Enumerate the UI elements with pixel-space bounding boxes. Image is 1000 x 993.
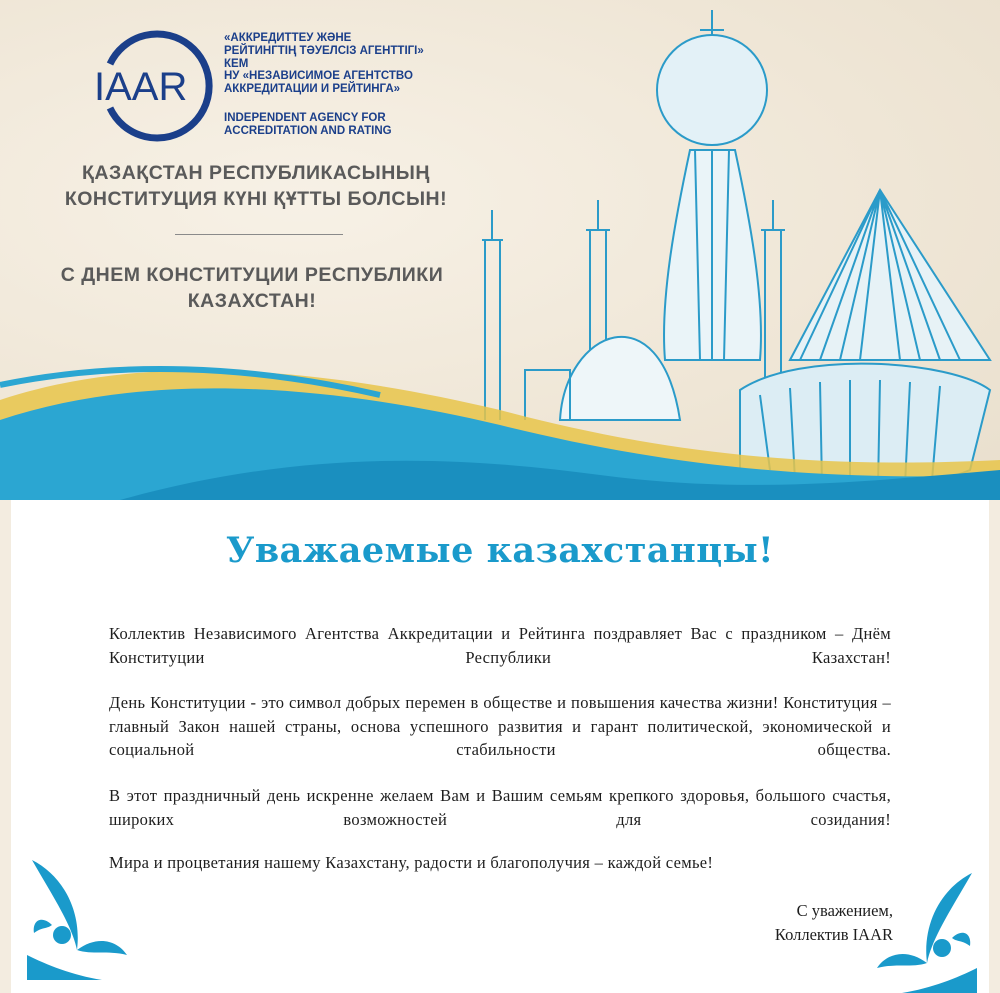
iaar-logo [92,26,432,146]
greeting-title: Уважаемые казахстанцы! [225,530,775,571]
org-name-ru: НУ «НЕЗАВИСИМОЕ АГЕНТСТВО АККРЕДИТАЦИИ И РЕЙТИНГА» [224,70,413,95]
logo-circle-icon [92,26,222,146]
letter-panel [11,500,989,993]
logo-wordmark: IAAR [94,65,188,109]
signature-line-1: С уважением, [796,901,893,920]
paragraph-1: Коллектив Независимого Агентства Аккредитации и Рейтинга поздравляет Вас с праздником – Днём Конституции Республики Казахстан! [109,624,891,667]
org-name-kz: «АККРЕДИТТЕУ ЖӘНЕ РЕЙТИНГТІҢ ТӘУЕЛСІЗ АГЕНТТІГІ» КЕМ [224,32,424,70]
ornament-right-icon [872,868,982,993]
signature-line-2: Коллектив IAAR [774,925,893,944]
paragraph-2: День Конституции - это символ добрых перемен в обществе и повышения качества жизни! Конституция – главный Закон нашей страны, основа успешного развития и гарант политической, экономической и социальной стабильности общества. [109,693,891,759]
paragraph-3: В этот праздничный день искренне желаем Вам и Вашим семьям крепкого здоровья, большого счастья, широких возможностей для созидания! [109,786,891,829]
ornament-left-icon [22,855,132,985]
headline-ru: С ДНЕМ КОНСТИТУЦИИ РЕСПУБЛИКИ КАЗАХСТАН! [60,264,444,312]
org-name-en: INDEPENDENT AGENCY FOR ACCREDITATION AND RATING [224,112,392,137]
headline-kz: ҚАЗАҚСТАН РЕСПУБЛИКАСЫНЫҢ КОНСТИТУЦИЯ КҮНІ ҚҰТТЫ БОЛСЫН! [64,162,448,210]
headline-divider [175,234,343,235]
paragraph-4: Мира и процветания нашему Казахстану, радости и благополучия – каждой семье! [109,853,714,872]
